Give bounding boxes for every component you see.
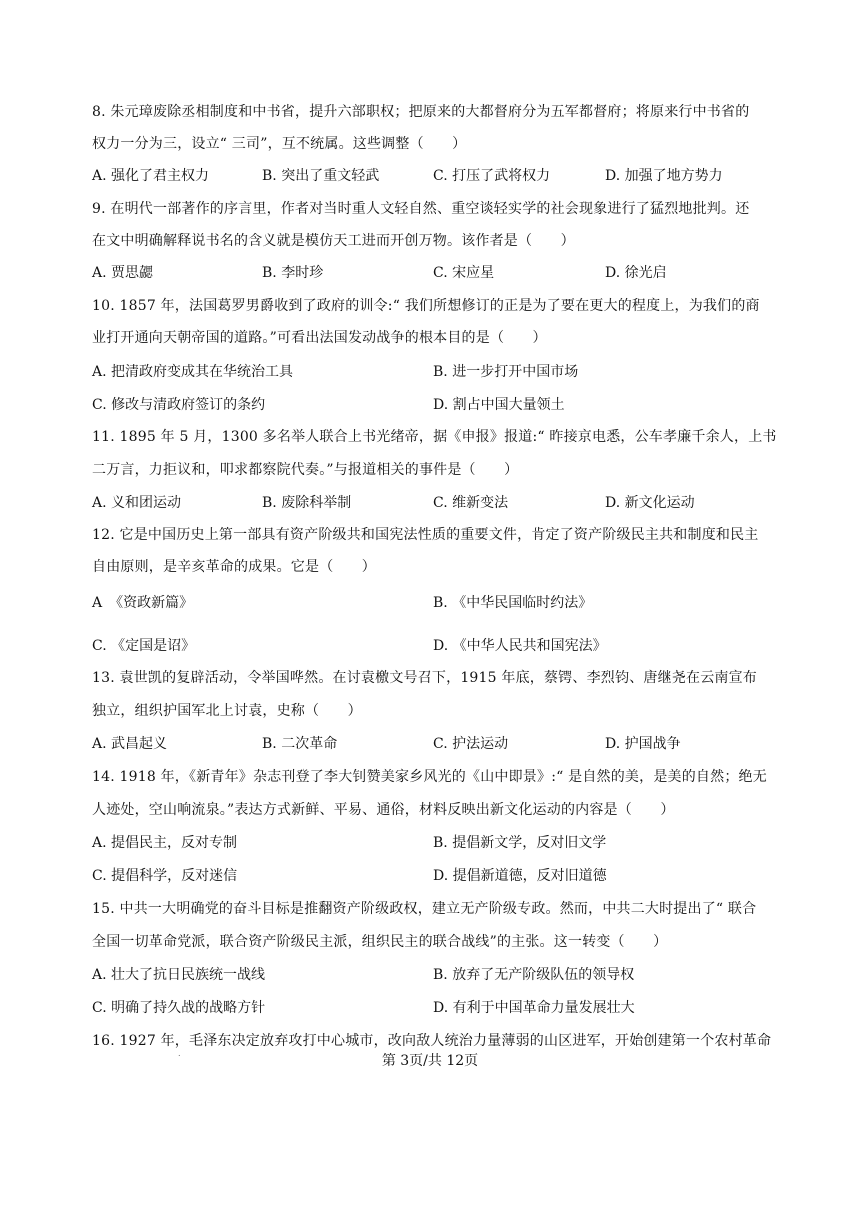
question-9-option-a: A. 贾思勰 <box>92 265 154 281</box>
question-11-option-d: D. 新文化运动 <box>605 495 695 511</box>
question-14-line-2: 人迹处，空山响流泉。”表达方式新鲜、平易、通俗，材料反映出新文化运动的内容是（ ） <box>92 802 675 818</box>
question-13-option-b: B. 二次革命 <box>262 736 338 752</box>
question-14-option-a: A. 提倡民主，反对专制 <box>92 835 238 851</box>
question-13-option-a: A. 武昌起义 <box>92 736 168 752</box>
question-12-option-a: A 《资政新篇》 <box>92 595 194 611</box>
question-12-option-d: D. 《中华人民共和国宪法》 <box>433 638 607 654</box>
question-16-line-1: 16. 1927 年，毛泽东决定放弃攻打中心城市，改向敌人统治力量薄弱的山区进军，开始创建第一个农村革命 <box>92 1033 772 1049</box>
question-15-line-1: 15. 中共一大明确党的奋斗目标是推翻资产阶级政权，建立无产阶级专政。然而，中共二大时提出了“ 联合 <box>92 901 757 917</box>
question-13-line-1: 13. 袁世凯的复辟活动，令举国哗然。在讨袁檄文号召下，1915 年底，蔡锷、李烈钧、唐继尧在云南宣布 <box>92 670 757 686</box>
question-10-line-2: 业打开通向天朝帝国的道路。”可看出法国发动战争的根本目的是（ ） <box>92 330 547 346</box>
question-8-option-d: D. 加强了地方势力 <box>605 168 723 184</box>
question-15-option-a: A. 壮大了抗日民族统一战线 <box>92 967 266 983</box>
question-11-line-1: 11. 1895 年 5 月，1300 多名举人联合上书光绪帝，据《申报》报道:“ 昨接京电悉，公车孝廉千余人，上书 <box>92 429 777 445</box>
question-8-option-c: C. 打压了武将权力 <box>433 168 551 184</box>
question-15-option-c: C. 明确了持久战的战略方针 <box>92 1000 266 1016</box>
question-11-line-2: 二万言，力拒议和，叩求都察院代奏。”与报道相关的事件是（ ） <box>92 462 519 478</box>
question-9-option-c: C. 宋应星 <box>433 265 495 281</box>
page-number: 第 3页/共 12页 <box>381 1053 479 1069</box>
question-8-line-2: 权力一分为三，设立“ 三司”，互不统属。这些调整（ ） <box>92 136 467 152</box>
question-12-option-c: C. 《定国是诏》 <box>92 638 196 654</box>
question-15-option-d: D. 有利于中国革命力量发展壮大 <box>433 1000 635 1016</box>
question-13-line-2: 独立，组织护国军北上讨袁，史称（ ） <box>92 703 362 719</box>
question-9-option-b: B. 李时珍 <box>262 265 324 281</box>
question-14-option-d: D. 提倡新道德，反对旧道德 <box>433 868 607 884</box>
question-8-option-a: A. 强化了君主权力 <box>92 168 210 184</box>
question-14-option-b: B. 提倡新文学，反对旧文学 <box>433 835 607 851</box>
question-15-option-b: B. 放弃了无产阶级队伍的领导权 <box>433 967 635 983</box>
question-12-line-1: 12. 它是中国历史上第一部具有资产阶级共和国宪法性质的重要文件，肯定了资产阶级民主共和制度和民主 <box>92 527 759 543</box>
question-10-option-c: C. 修改与清政府签订的条约 <box>92 397 266 413</box>
question-13-option-d: D. 护国战争 <box>605 736 681 752</box>
question-12-option-b: B. 《中华民国临时约法》 <box>433 595 593 611</box>
question-15-line-2: 全国一切革命党派，联合资产阶级民主派，组织民主的联合战线”的主张。这一转变（ ） <box>92 934 668 950</box>
question-8-line-1: 8. 朱元璋废除丞相制度和中书省，提升六部职权；把原来的大都督府分为五军都督府；将原来行中书省的 <box>92 104 750 120</box>
question-10-option-a: A. 把清政府变成其在华统治工具 <box>92 364 294 380</box>
question-11-option-c: C. 维新变法 <box>433 495 509 511</box>
footer-mark: . <box>178 1049 181 1058</box>
question-10-line-1: 10. 1857 年，法国葛罗男爵收到了政府的训令:“ 我们所想修订的正是为了要在更大的程度上，为我们的商 <box>92 298 760 314</box>
question-8-option-b: B. 突出了重文轻武 <box>262 168 380 184</box>
question-10-option-b: B. 进一步打开中国市场 <box>433 364 579 380</box>
question-11-option-a: A. 义和团运动 <box>92 495 182 511</box>
question-9-option-d: D. 徐光启 <box>605 265 667 281</box>
question-10-option-d: D. 割占中国大量领土 <box>433 397 565 413</box>
question-11-option-b: B. 废除科举制 <box>262 495 352 511</box>
question-12-line-2: 自由原则，是辛亥革命的成果。它是（ ） <box>92 559 376 575</box>
question-14-line-1: 14. 1918 年，《新青年》杂志刊登了李大钊赞美家乡风光的《山中即景》:“ 是自然的美，是美的自然；绝无 <box>92 769 767 785</box>
question-14-option-c: C. 提倡科学，反对迷信 <box>92 868 238 884</box>
question-13-option-c: C. 护法运动 <box>433 736 509 752</box>
question-9-line-2: 在文中明确解释说书名的含义就是模仿天工进而开创万物。该作者是（ ） <box>92 233 575 249</box>
question-9-line-1: 9. 在明代一部著作的序言里，作者对当时重人文轻自然、重空谈轻实学的社会现象进行了猛烈地批判。还 <box>92 201 750 217</box>
